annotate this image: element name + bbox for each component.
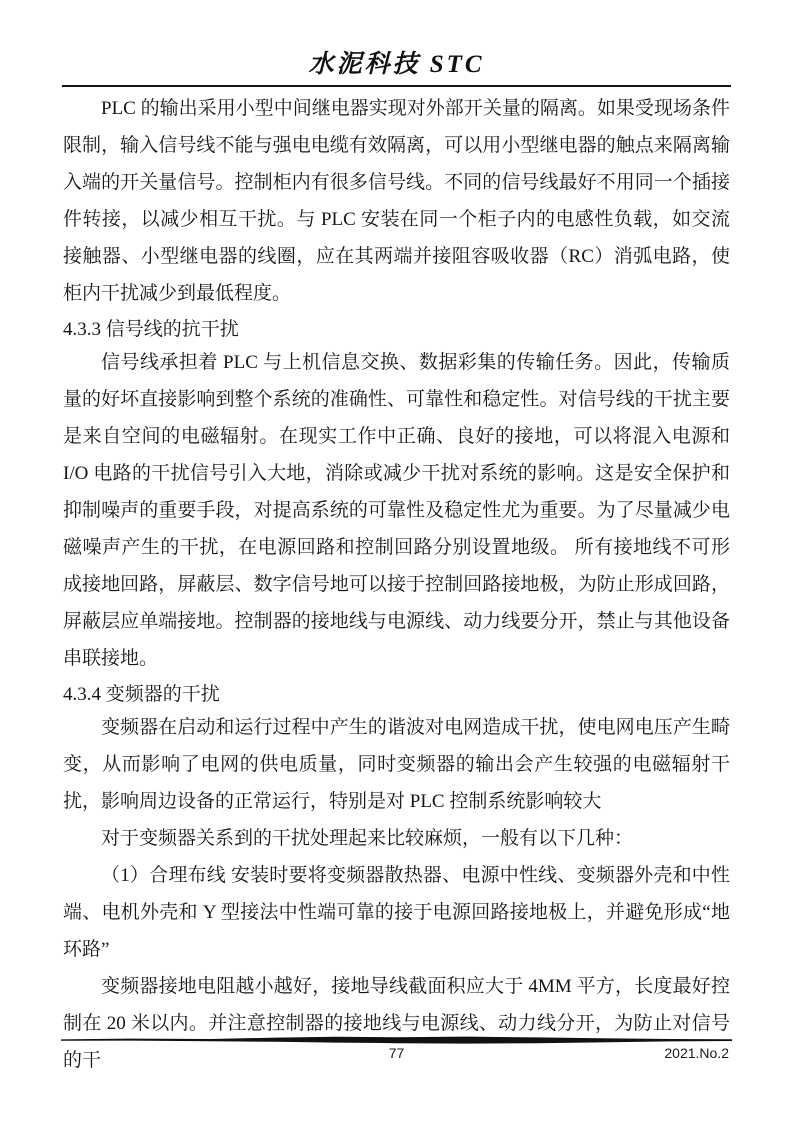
footer-rule	[61, 1036, 732, 1045]
issue-label: 2021.No.2	[664, 1045, 729, 1061]
section-heading-4-3-3: 4.3.3 信号线的抗干扰	[63, 319, 239, 340]
section-heading-4-3-4: 4.3.4 变频器的干扰	[63, 684, 220, 705]
footer	[62, 1045, 731, 1063]
page-number: 77	[388, 1045, 405, 1061]
paragraph: 变频器在启动和运行过程中产生的谐波对电网造成干扰，使电网电压产生畸变，从而影响了电网的供电质量，同时变频器的输出会产生较强的电磁辐射干扰，影响周边设备的正常运行，特别是对 PLC 控制系统影响较大	[63, 717, 730, 812]
paragraph: 变频器接地电阻越小越好，接地导线截面积应大于 4MM 平方，长度最好控制在 20 米以内。并注意控制器的接地线与电源线、动力线分开，为防止对信号的干	[63, 976, 730, 1071]
document-body	[63, 90, 730, 1079]
header-rule	[62, 85, 731, 87]
journal-title: 水泥科技 STC	[308, 51, 485, 78]
paragraph: PLC 的输出采用小型中间继电器实现对外部开关量的隔离。如果受现场条件限制，输入信号线不能与强电电缆有效隔离，可以用小型继电器的触点来隔离输入端的开关量信号。控制柜内有很多信号线。不同的信号线最好不用同一个插接件转接，以减少相互干扰。与 PLC 安装在同一个柜子内的电感性负载，如交流接触器、小型继电器的线圈，应在其两端并接阻容吸收器（RC）消弧电路，使柜内干扰减少到最低程度。	[63, 98, 730, 304]
paragraph: 对于变频器关系到的干扰处理起来比较麻烦，一般有以下几种：	[101, 828, 634, 849]
paragraph: （1）合理布线 安装时要将变频器散热器、电源中性线、变频器外壳和中性端、电机外壳和 Y 型接法中性端可靠的接于电源回路接地极上，并避免形成“地环路”	[63, 865, 730, 960]
paragraph: 信号线承担着 PLC 与上机信息交换、数据彩集的传输任务。因此，传输质量的好坏直接影响到整个系统的准确性、可靠性和稳定性。对信号线的干扰主要是来自空间的电磁辐射。在现实工作中正确、良好的接地，可以将混入电源和 I/O 电路的干扰信号引入大地，消除或减少干扰对系统的影响。这是安全保护和抑制噪声的重要手段，对提高系统的可靠性及稳定性尤为重要。为了尽量减少电磁噪声产生的干扰，在电源回路和控制回路分别设置地级。 所有接地线不可形成接地回路，屏蔽层、数字信号地可以接于控制回路接地极，为防止形成回路，屏蔽层应单端接地。控制器的接地线与电源线、动力线要分开，禁止与其他设备串联接地。	[63, 352, 730, 669]
